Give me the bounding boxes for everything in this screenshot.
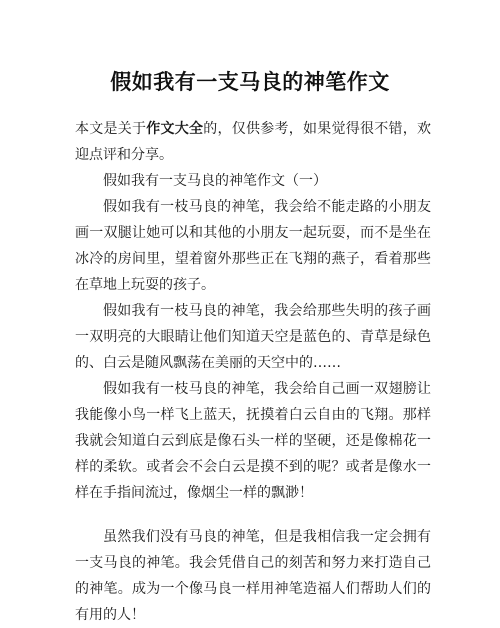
intro-keyword: 作文大全 [146, 121, 204, 137]
article-subtitle: 假如我有一支马良的神笔作文（一） [103, 173, 327, 189]
body-paragraph: 虽然我们没有马良的神笔，但是我相信我一定会拥有一支马良的神笔。我会凭借自己的刻苦和努力来打造自己的神笔。成为一个像马良一样用神笔造福人们帮助人们的有用的人！ [75, 529, 431, 623]
intro-suffix: 的，仅供参考，如果觉得很不错，欢迎点评和分享。 [75, 121, 431, 163]
article-title: 假如我有一支马良的神笔作文 [110, 70, 390, 94]
body-paragraph: 假如我有一枝马良的神笔，我会给那些失明的孩子画一双明亮的大眼睛让他们知道天空是蓝色的、青草是绿色的、白云是随风飘荡在美丽的天空中的…… [75, 303, 431, 371]
article-body [75, 116, 431, 628]
intro-prefix: 本文是关于 [75, 121, 147, 137]
intro-paragraph [75, 116, 431, 168]
body-paragraph: 假如我有一枝马良的神笔，我会给不能走路的小朋友画一双腿让她可以和其他的小朋友一起玩耍，而不是坐在冰冷的房间里，望着窗外那些正在飞翔的燕子，看着那些在草地上玩耍的孩子。 [75, 199, 431, 293]
body-paragraph: 假如我有一枝马良的神笔，我会给自己画一双翅膀让我能像小鸟一样飞上蓝天，抚摸着白云自由的飞翔。那样我就会知道白云到底是像石头一样的坚硬，还是像棉花一样的柔软。或者会不会白云是摸不到的呢？或者是像水一样在手指间流过，像烟尘一样的飘渺！ [75, 381, 431, 501]
